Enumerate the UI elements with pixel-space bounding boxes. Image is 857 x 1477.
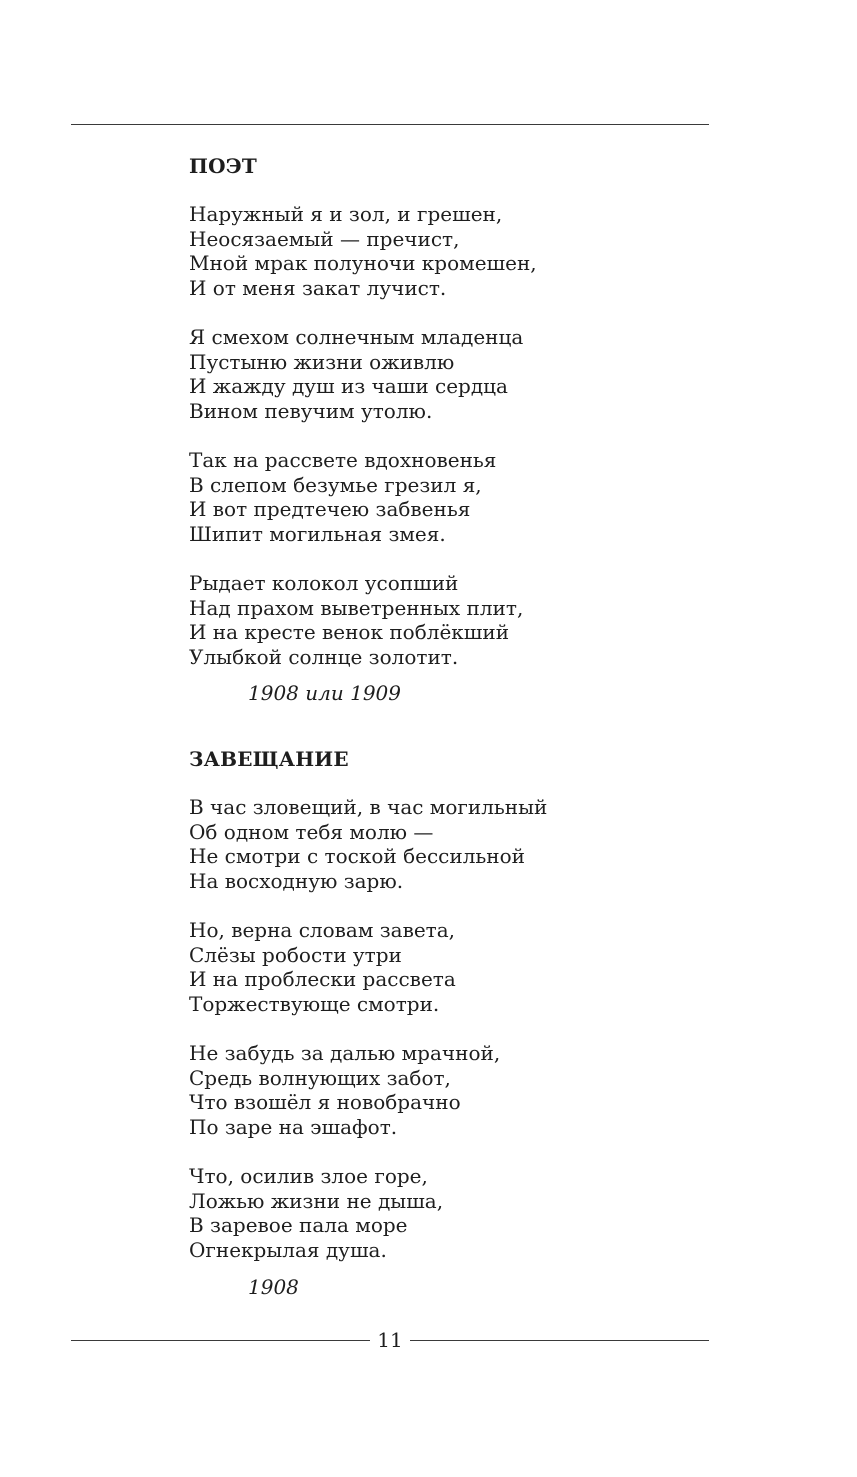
verse-line: В слепом безумье грезил я, <box>189 472 482 497</box>
poem-title: ПОЭТ <box>189 154 257 178</box>
footer-rule-left <box>71 1340 370 1341</box>
verse-line: Ложью жизни не дыша, <box>189 1188 444 1213</box>
poem-title: ЗАВЕЩАНИЕ <box>189 747 349 771</box>
verse-line: Слёзы робости утри <box>189 942 402 967</box>
footer-rule-right <box>410 1340 709 1341</box>
verse-line: В заревое пала море <box>189 1213 408 1238</box>
verse-line: В час зловещий, в час могильный <box>189 795 548 819</box>
poem-date: 1908 или 1909 <box>248 681 402 705</box>
stanza <box>189 202 537 301</box>
verse-line: Торжествующе смотри. <box>189 992 440 1017</box>
verse-line: Наружный я и зол, и грешен, <box>189 202 503 226</box>
stanza <box>189 1041 500 1140</box>
verse-line: Улыбкой солнце золотит. <box>189 645 459 670</box>
verse-line: Не забудь за далью мрачной, <box>189 1041 501 1065</box>
verse-line: Вином певучим утолю. <box>189 399 433 424</box>
verse-line: Я смехом солнечным младенца <box>189 325 524 349</box>
stanza <box>189 571 523 670</box>
verse-line: Шипит могильная змея. <box>189 522 446 547</box>
verse-line: И на проблески рассвета <box>189 967 456 992</box>
page-number: 11 <box>377 1328 403 1352</box>
verse-line: Пустыню жизни оживлю <box>189 349 455 374</box>
verse-line: Но, верна словам завета, <box>189 918 456 942</box>
poem-date: 1908 <box>248 1275 299 1299</box>
header-rule <box>71 124 709 125</box>
verse-line: Что взошёл я новобрачно <box>189 1090 461 1115</box>
verse-line: Об одном тебя молю — <box>189 819 434 844</box>
verse-line: Мной мрак полуночи кромешен, <box>189 251 537 276</box>
verse-line: На восходную зарю. <box>189 869 404 894</box>
stanza <box>189 918 456 1017</box>
verse-line: И от меня закат лучист. <box>189 276 447 301</box>
verse-line: И жажду душ из чаши сердца <box>189 374 508 399</box>
verse-line: Не смотри с тоской бессильной <box>189 844 525 869</box>
stanza <box>189 795 547 894</box>
stanza <box>189 448 496 547</box>
verse-line: Неосязаемый — пречист, <box>189 226 460 251</box>
verse-line: Так на рассвете вдохновенья <box>189 448 497 472</box>
verse-line: Рыдает колокол усопший <box>189 571 459 595</box>
verse-line: Что, осилив злое горе, <box>189 1164 428 1188</box>
stanza <box>189 325 523 424</box>
verse-line: И вот предтечею забвенья <box>189 497 471 522</box>
verse-line: И на кресте венок поблёкший <box>189 620 510 645</box>
verse-line: По заре на эшафот. <box>189 1115 398 1140</box>
verse-line: Над прахом выветренных плит, <box>189 595 524 620</box>
verse-line: Средь волнующих забот, <box>189 1065 451 1090</box>
stanza <box>189 1164 443 1263</box>
verse-line: Огнекрылая душа. <box>189 1238 387 1263</box>
